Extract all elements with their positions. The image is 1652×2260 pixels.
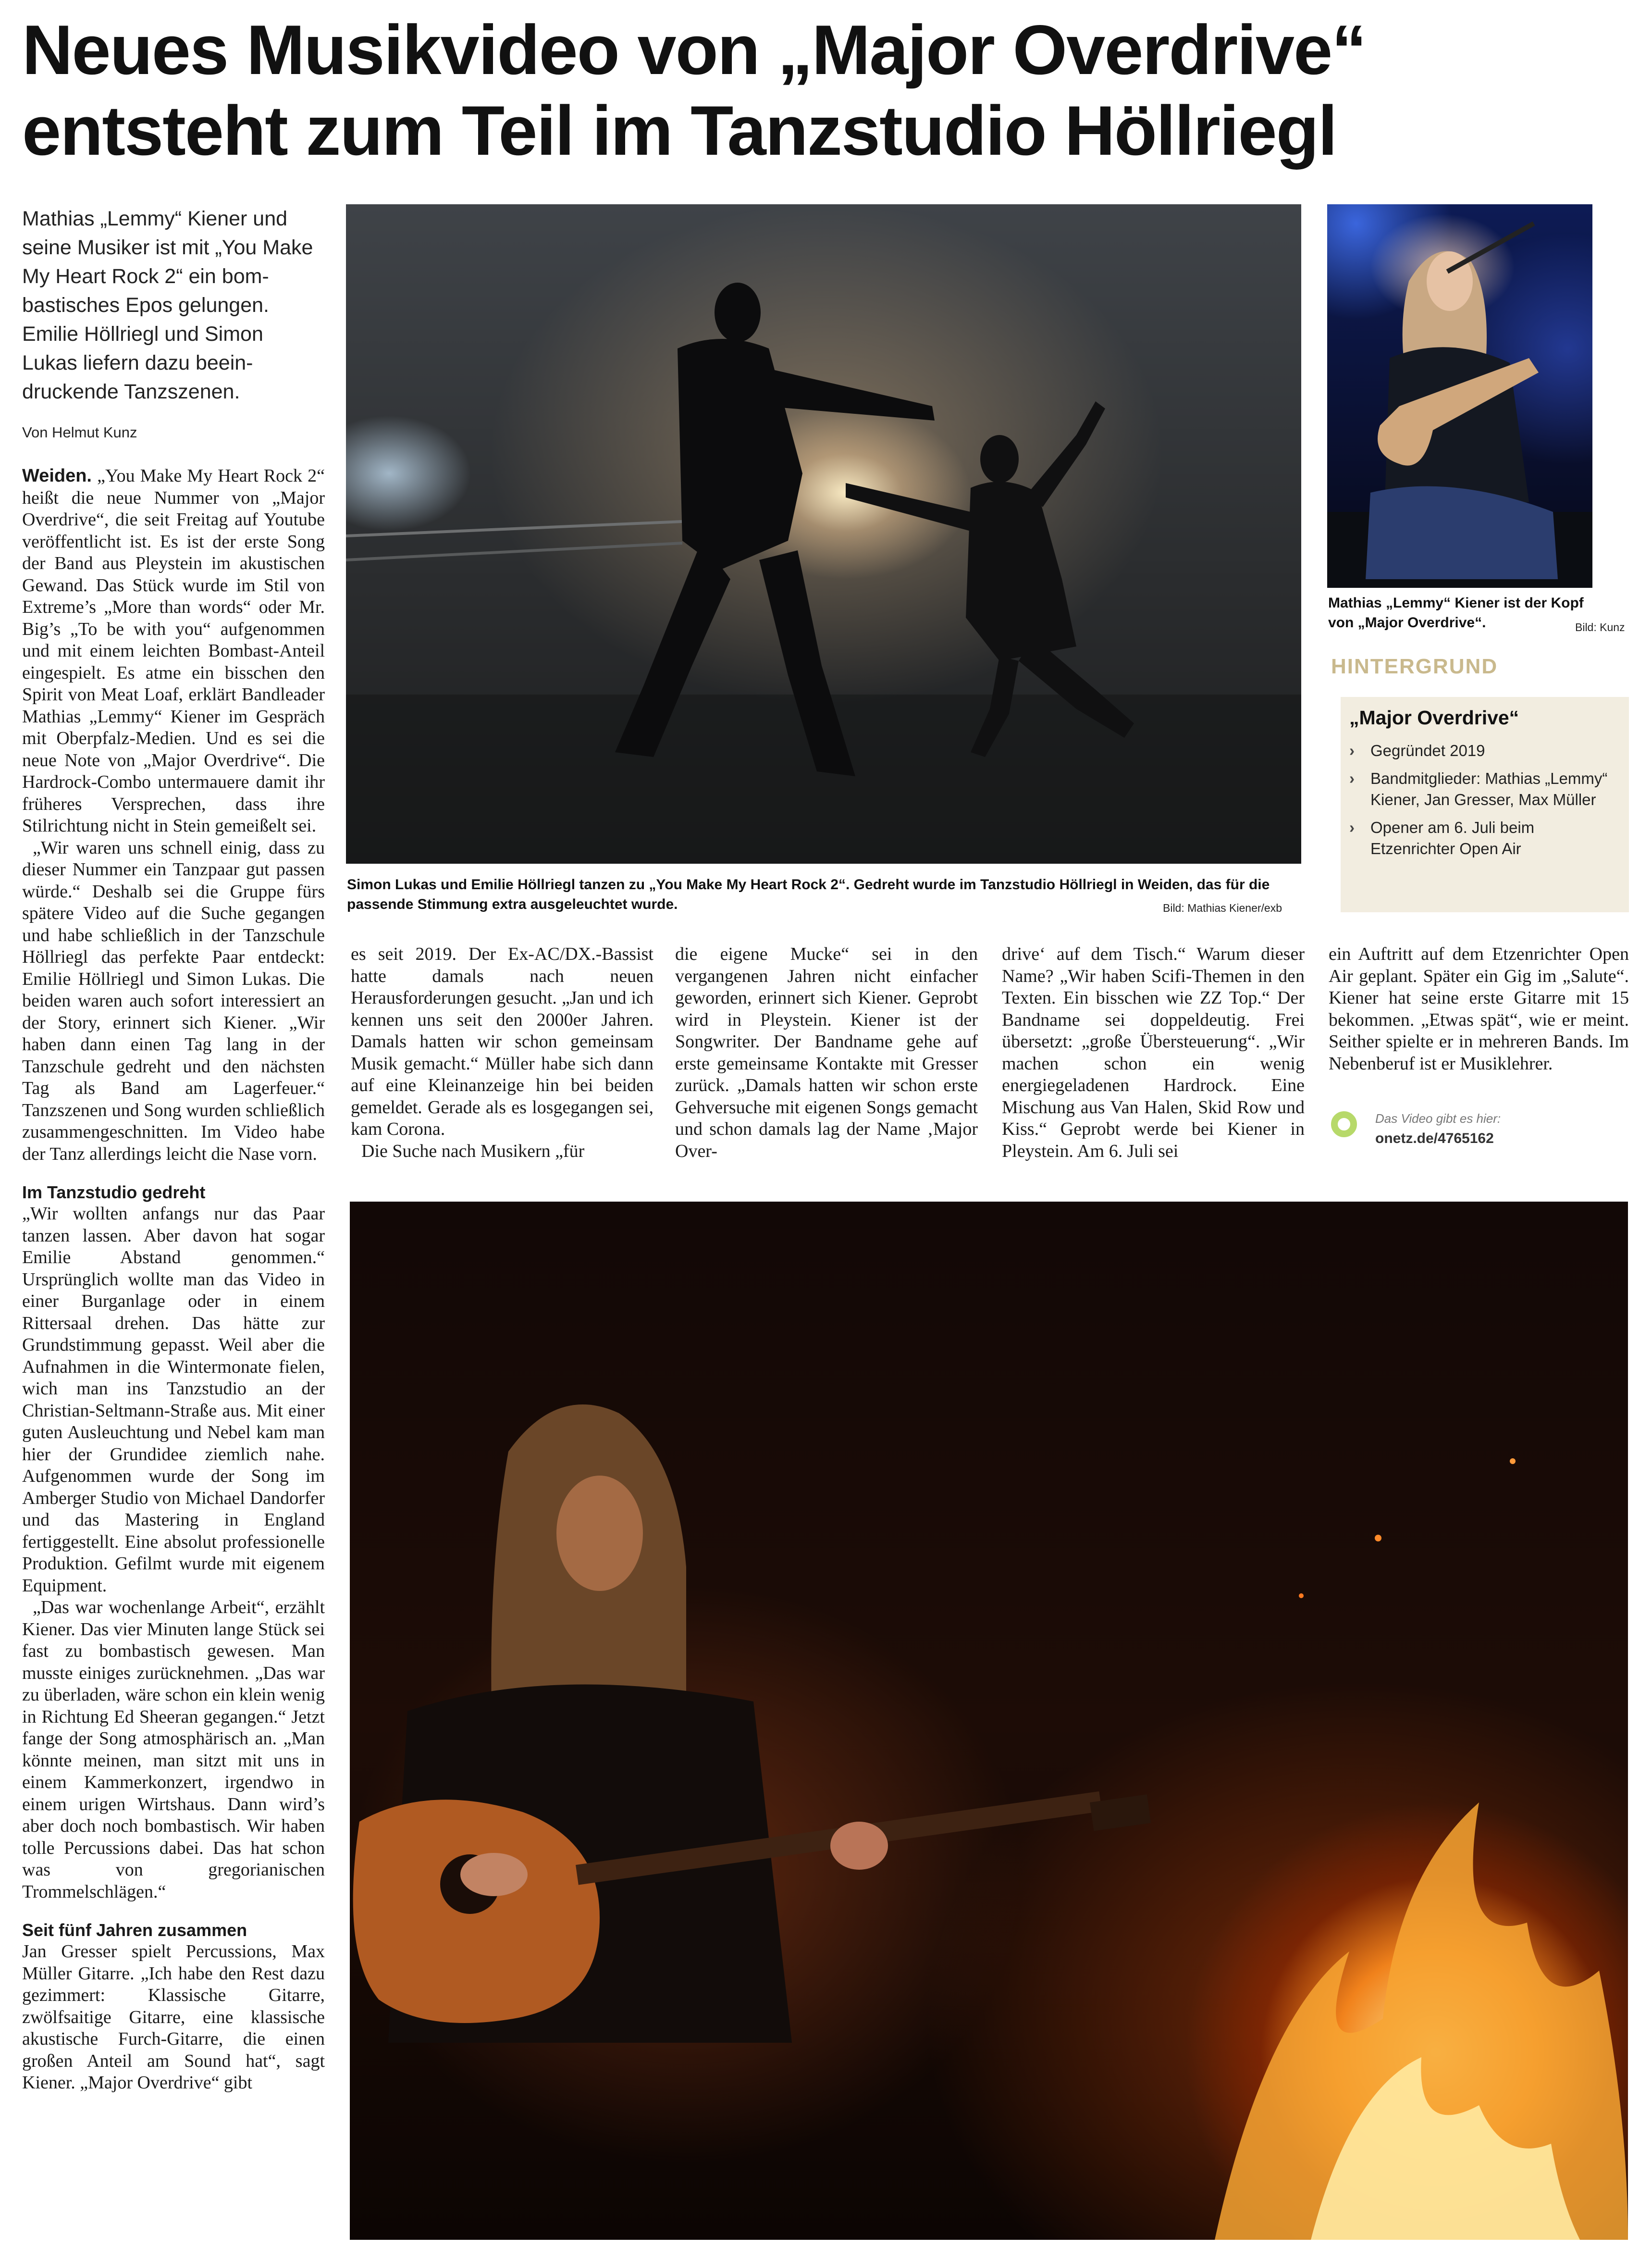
article-column-4	[1002, 944, 1305, 1165]
chevron-right-icon: ›	[1349, 819, 1355, 836]
paragraph: ein Auftritt auf dem Etzenrichter Open Air geplant. Später ein Gig im „Salute“. Kiener hat seine erste Gitarre mit 15 bekommen. „Etwas spät“, wie er meint. Seither spielte er in mehreren Bands. Im Nebenberuf ist er Musiklehrer.	[1329, 944, 1629, 1074]
background-list	[1349, 740, 1623, 866]
teaser-line: druckende Tanzszenen.	[22, 380, 240, 403]
chevron-right-icon: ›	[1349, 770, 1355, 787]
article-column-3	[675, 944, 978, 1165]
background-label: HINTERGRUND	[1331, 655, 1498, 678]
list-item: › Bandmitglieder: Mathias „Lemmy“ Kiener, Jan Gresser, Max Müller	[1349, 768, 1623, 810]
article-column-5	[1329, 944, 1629, 1088]
dance-caption: Simon Lukas und Emilie Höllriegl tanzen zu „You Make My Heart Rock 2“. Gedreht wurde im Tanzstudio Höllriegl in Weiden, das für die passende Stimmung extra ausgeleuchtet wurde.	[347, 877, 1270, 912]
list-item: › Opener am 6. Juli beim Etzenrichter Open Air	[1349, 817, 1623, 859]
byline: Von Helmut Kunz	[22, 424, 137, 441]
headline	[22, 10, 1632, 171]
list-item: › Gegründet 2019	[1349, 740, 1623, 761]
teaser-line: seine Musiker ist mit „You Make	[22, 236, 313, 259]
teaser-line: bastisches Epos gelungen.	[22, 294, 269, 317]
teaser-line: Emilie Höllriegl und Simon	[22, 323, 263, 346]
band-credit: Bild: Kunz	[1575, 621, 1625, 633]
paragraph: die eigene Mucke“ sei in den vergangenen Jahren nicht einfacher geworden, erinnert sich Kiener. Geprobt wird in Pleystein. Kiener ist der Songwriter. Der Bandname gehe auf erste gemeinsame Kontakte mit Gresser zurück. „Damals hatten wir schon erste Gehversuche mit eigenen Songs gemacht und schon damals lag der Name ‚Major Over-	[675, 944, 978, 1161]
paragraph: drive‘ auf dem Tisch.“ Warum dieser Name? „Wir haben Scifi-Themen in den Texten. Ein bisschen wie ZZ Top.“ Der Bandname sei doppeldeutig. Frei übersetzt: „große Übersteuerung“. „Wir machen schon ein wenig energiegeladenen Hardrock. Eine Mischung aus Van Halen, Skid Row und Kiss.“ Geprobt werde bei Kiener in Pleystein. Am 6. Juli sei	[1002, 944, 1305, 1161]
paragraph: Die Suche nach Musikern „für	[361, 1141, 585, 1161]
subheading: Im Tanzstudio gedreht	[22, 1182, 206, 1202]
background-box	[1341, 697, 1629, 912]
video-link[interactable]	[1331, 1111, 1629, 1150]
paragraph: „Wir waren uns schnell einig, dass zu dieser Nummer ein Tanzpaar gut passen würde.“ Deshalb sei die Gruppe fürs spätere Video auf die Suche gegangen und habe schließlich in der Tanzschule Höllriegl das perfekte Paar entdeckt: Emilie Höllriegl und Simon Lukas. Die beiden waren auch sofort interessiert an der Story, erinnert sich Kiener. „Wir haben dann einen Tag lang in der Tanzschule gedreht und den nächsten Tag als Band am Lagerfeuer.“ Tanzszenen und Song wurden schließlich zusammengeschnitten. Im Video habe der Tanz allerdings leicht die Nase vorn.	[22, 837, 325, 1164]
teaser	[22, 204, 320, 406]
background-title: „Major Overdrive“	[1349, 707, 1519, 729]
dateline: Weiden.	[22, 466, 92, 486]
paragraph: Weiden. „You Make My Heart Rock 2“ heißt die neue Nummer von „Major Overdrive“, die seit Freitag auf Youtube veröffentlicht ist. Es ist der erste Song der Band aus Pleystein im akustischen Gewand. Das Stück wurde im Stil von Extreme’s „More than words“ oder Mr. Big’s „To be with you“ aufgenommen und mit einem leichten Bombast-Anteil eingespielt. Es atme ein bisschen den Spirit von Meat Loaf, erklärt Bandleader Mathias „Lemmy“ Kiener im Gespräch mit Oberpfalz-Medien. Und es sei die neue Note von „Major Overdrive“. Die Hardrock-Combo untermauere damit ihr früheres Versprechen, dass ihre Stilrichtung nicht in Stein gemeißelt sei.	[22, 466, 325, 836]
dance-photo	[346, 204, 1301, 864]
dance-credit: Bild: Mathias Kiener/exb	[1163, 902, 1282, 914]
teaser-line: My Heart Rock 2“ ein bom-	[22, 265, 269, 288]
paragraph: „Das war wochenlange Arbeit“, erzählt Kiener. Das vier Minuten lange Stück sei fast zu bombastisch gewesen. Man musste einiges zurücknehmen. „Das war zu überladen, wäre schon ein klein wenig in Richtung Ed Sheeran gegangen.“ Jetzt fange der Song atmosphärisch an. „Man könnte meinen, man sitzt mit uns in einem Kammerkonzert, irgendwo in einem urigen Wirtshaus. Dann wird’s aber doch noch bombastisch. Wir haben tolle Percussions dabei. Das hat schon was von gregorianischen Trommelschlägen.“	[22, 1597, 325, 1902]
headline-line-1: Neues Musikvideo von „Major Overdrive“	[22, 11, 1366, 89]
video-link-text: Das Video gibt es hier:	[1375, 1111, 1501, 1126]
paragraph: es seit 2019. Der Ex-AC/DX.-Bassist hatte damals nach neuen Herausforderungen gesucht. „Jan und ich kennen uns seit den 2000er Jahren. Damals hatten wir schon gemeinsam Musik gemacht.“ Müller habe sich dann auf eine Kleinanzeige hin bei beiden gemeldet. Gerade als es losgegangen sei, kam Corona.	[351, 944, 653, 1139]
video-link-url[interactable]: onetz.de/4765162	[1375, 1130, 1494, 1146]
teaser-line: Lukas liefern dazu beein-	[22, 351, 253, 374]
chevron-right-icon: ›	[1349, 742, 1355, 759]
paragraph: Jan Gresser spielt Percussions, Max Müller Gitarre. „Ich habe den Rest dazu gezimmert: Klassische Gitarre, zwölfsaitige Gitarre, eine klassische akustische Furch-Gitarre, die einen großen Anteil am Sound hat“, sagt Kiener. „Major Overdrive“ gibt	[22, 1941, 325, 2093]
band-photo	[1327, 204, 1592, 588]
onetz-logo-icon	[1331, 1111, 1357, 1137]
campfire-photo	[350, 1202, 1628, 2240]
subheading: Seit fünf Jahren zusammen	[22, 1920, 247, 1940]
paragraph: „Wir wollten anfangs nur das Paar tanzen lassen. Aber davon hat sogar Emilie Abstand genommen.“ Ursprünglich wollte man das Video in einer Burganlage oder in einem Rittersaal drehen. Das hätte zur Grundstimmung gepasst. Weil aber die Aufnahmen in die Wintermonate fielen, wich man ins Tanzstudio an der Christian-Seltmann-Straße aus. Mit einer guten Ausleuchtung und Nebel kam man hier der Grundidee ziemlich nahe. Aufgenommen wurde der Song im Amberger Studio von Michael Dandorfer und das Mastering in England fertiggestellt. Eine absolut professionelle Produktion. Gefilmt wurde mit eigenem Equipment.	[22, 1204, 325, 1596]
article-column-1	[22, 465, 325, 2253]
teaser-line: Mathias „Lemmy“ Kiener und	[22, 207, 288, 230]
dance-photo-image	[346, 204, 1301, 864]
band-photo-image	[1327, 204, 1592, 588]
article-column-2	[351, 944, 653, 1165]
headline-line-2: entsteht zum Teil im Tanzstudio Höllriegl	[22, 91, 1337, 170]
campfire-photo-image	[350, 1202, 1628, 2240]
band-caption: Mathias „Lemmy“ Kiener ist der Kopf von „Major Overdrive“.	[1328, 595, 1584, 631]
